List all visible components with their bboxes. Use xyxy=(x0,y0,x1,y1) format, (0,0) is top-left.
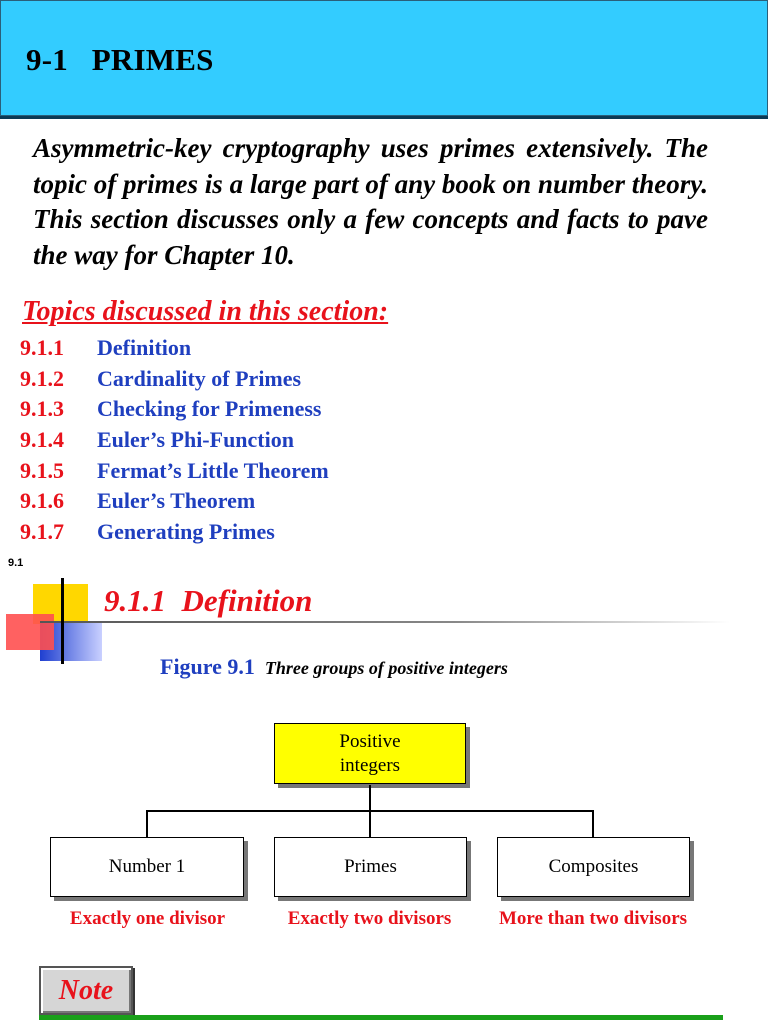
topic-label: Euler’s Theorem xyxy=(97,488,256,513)
figure-caption xyxy=(160,654,508,680)
topic-item[interactable] xyxy=(20,427,294,453)
page-title: 9-1 PRIMES xyxy=(26,42,214,77)
node-primes xyxy=(274,837,467,897)
topic-label: Generating Primes xyxy=(97,519,275,544)
node-label: Primes xyxy=(344,856,397,877)
root-node-line2: integers xyxy=(339,754,401,776)
topic-item[interactable] xyxy=(20,396,321,422)
note-rule xyxy=(39,1015,723,1020)
topic-number: 9.1.3 xyxy=(20,396,64,421)
section-rule xyxy=(40,621,730,623)
topic-label: Checking for Primeness xyxy=(97,396,322,421)
node-label: Number 1 xyxy=(108,856,186,877)
connector-right xyxy=(592,810,594,837)
topic-item[interactable] xyxy=(20,458,329,484)
topic-label: Definition xyxy=(97,335,192,360)
topic-item[interactable] xyxy=(20,488,255,514)
figure-caption-text: Three groups of positive integers xyxy=(264,658,508,678)
topic-number: 9.1.6 xyxy=(20,488,64,513)
node-composites xyxy=(497,837,690,897)
connector-trunk xyxy=(369,785,371,811)
topic-number: 9.1.2 xyxy=(20,366,64,391)
topic-label: Fermat’s Little Theorem xyxy=(97,458,329,483)
connector-middle xyxy=(369,810,371,837)
topic-label: Cardinality of Primes xyxy=(97,366,302,391)
section-title: 9.1.1 Definition xyxy=(104,583,313,618)
root-node-positive-integers xyxy=(274,723,466,784)
topic-number: 9.1.7 xyxy=(20,519,64,544)
topic-item[interactable] xyxy=(20,335,191,361)
root-node-line1: Positive xyxy=(339,730,401,752)
topic-item[interactable] xyxy=(20,519,275,545)
node-number-1 xyxy=(50,837,244,897)
topic-item[interactable] xyxy=(20,366,301,392)
topics-heading: Topics discussed in this section: xyxy=(22,296,389,327)
topic-number: 9.1.4 xyxy=(20,427,64,452)
divisor-label-one: Exactly one divisor xyxy=(69,908,226,929)
page-number: 9.1 xyxy=(8,557,24,569)
topic-number: 9.1.1 xyxy=(20,335,64,360)
divisor-label-two: Exactly two divisors xyxy=(287,908,452,929)
intro-paragraph: Asymmetric-key cryptography uses primes extensively. The topic of primes is a large part of any book on number theory. This section discusses only a few concepts and facts to pave the way for Chapter 10. xyxy=(33,133,708,270)
topic-number: 9.1.5 xyxy=(20,458,64,483)
divisor-label-many: More than two divisors xyxy=(498,908,688,929)
decorative-red-square xyxy=(6,614,54,650)
connector-left xyxy=(146,810,148,837)
topic-label: Euler’s Phi-Function xyxy=(97,427,294,452)
figure-label: Figure 9.1 xyxy=(160,654,255,679)
node-label: Composites xyxy=(548,856,639,877)
note-button[interactable]: Note xyxy=(39,966,133,1015)
decorative-vertical-line xyxy=(61,578,64,664)
